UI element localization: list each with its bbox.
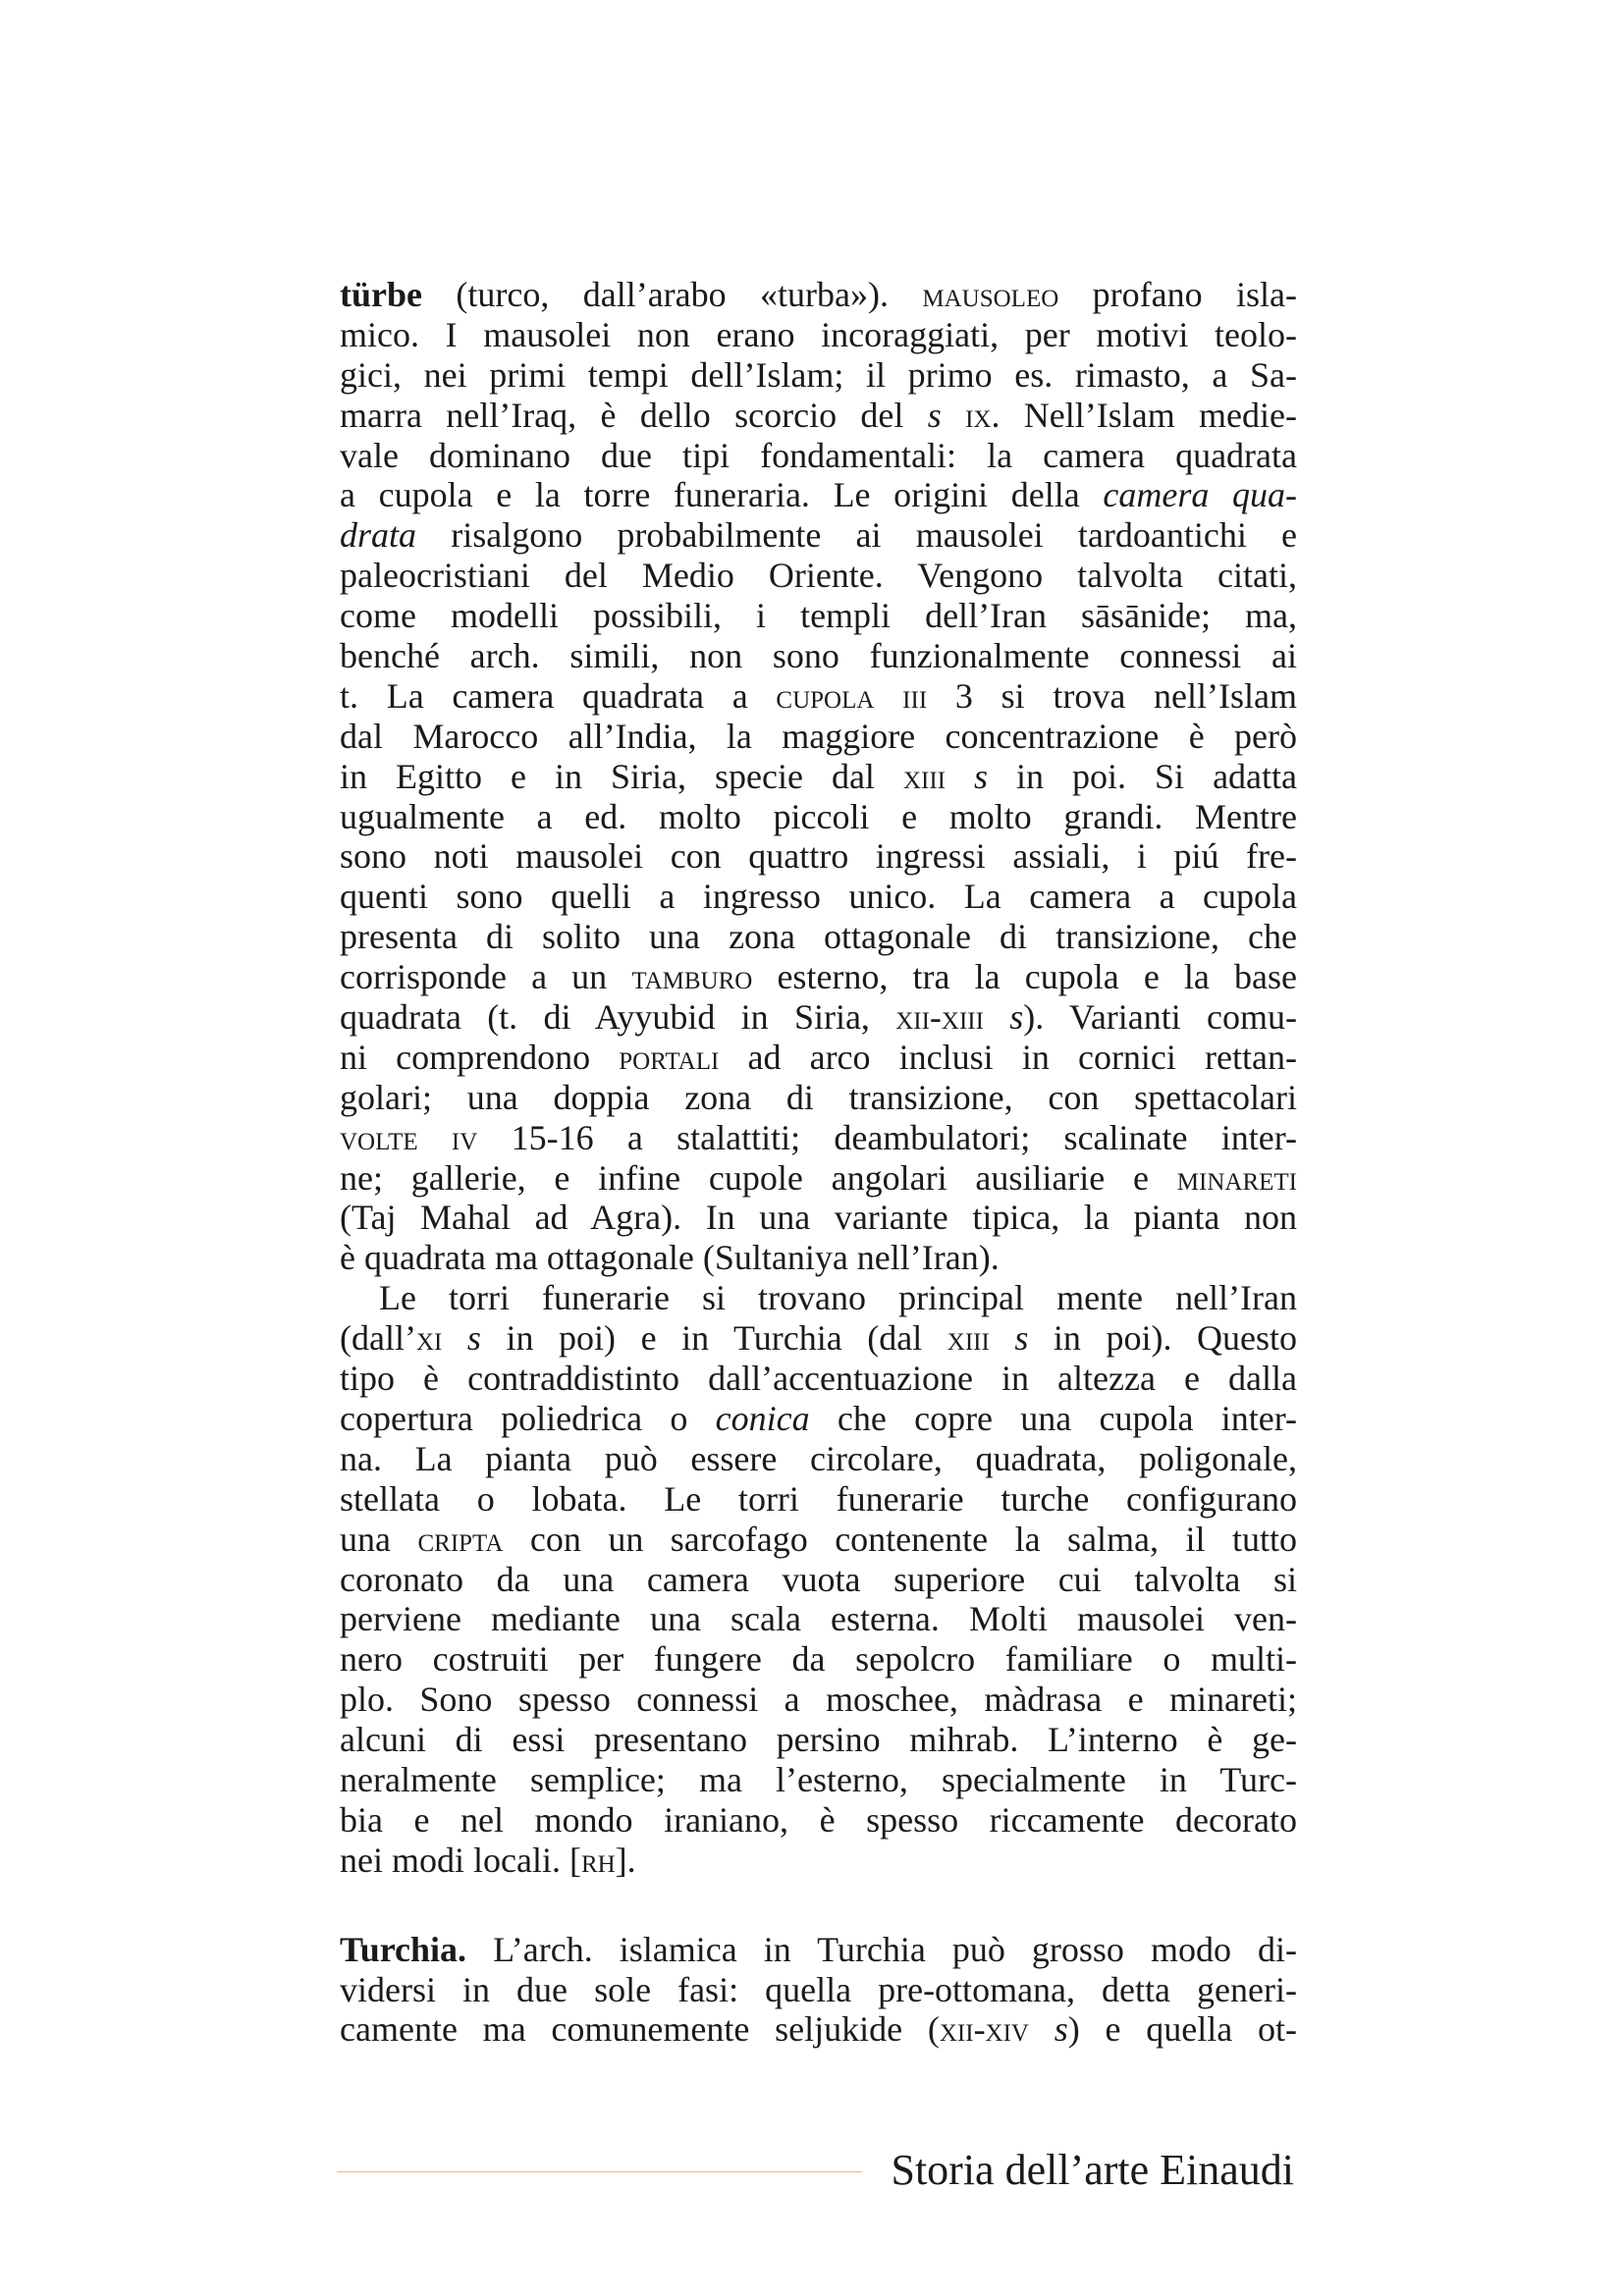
text-line: coronato da una camera vuota superiore cui talvolta si	[340, 1559, 1297, 1599]
text-line: stellata o lobata. Le torri funerarie turche configurano	[340, 1478, 1297, 1519]
text-line: vidersi in due sole fasi: quella pre-ottomana, detta generi-	[340, 1969, 1297, 2009]
text-line: gici, nei primi tempi dell’Islam; il primo es. rimasto, a Sa-	[340, 354, 1297, 395]
small-caps-ref: xii-xiv	[939, 2009, 1029, 2050]
text-line: neralmente semplice; ma l’esterno, specialmente in Turc-	[340, 1759, 1297, 1799]
small-caps-ref: cupola	[776, 675, 875, 716]
text-line: plo. Sono spesso connessi a moschee, màdrasa e minareti;	[340, 1680, 1297, 1720]
text-line: come modelli possibili, i templi dell’Iran sāsānide; ma,	[340, 596, 1297, 636]
text-line: alcuni di essi presentano persino mihrab. L’interno è ge-	[340, 1720, 1297, 1760]
entry-headword: Turchia.	[340, 1929, 467, 1969]
text-line: Turchia. L’arch. islamica in Turchia può grosso modo di-	[340, 1929, 1297, 1969]
text-line: ugualmente a ed. molto piccoli e molto grandi. Mentre	[340, 796, 1297, 836]
text-line: vale dominano due tipi fondamentali: la camera quadrata	[340, 435, 1297, 475]
text-line: ne; gallerie, e infine cupole angolari ausiliarie e minareti	[340, 1157, 1297, 1198]
small-caps-ref: mausoleo	[922, 275, 1059, 314]
footer-title: Storia dell’arte Einaudi	[891, 2146, 1294, 2194]
text-line: tipo è contraddistinto dall’accentuazione in altezza e dalla	[340, 1359, 1297, 1399]
small-caps-ref: iv	[451, 1117, 478, 1157]
text-line: golari; una doppia zona di transizione, con spettacolari	[340, 1077, 1297, 1117]
text-line: in Egitto e in Siria, specie dal xiii s in poi. Si adatta	[340, 756, 1298, 796]
small-caps-ref: xi	[415, 1318, 443, 1359]
text-line: presenta di solito una zona ottagonale di transizione, che	[340, 917, 1297, 957]
dictionary-entry	[340, 1930, 1297, 2051]
footer-rule	[337, 2171, 862, 2172]
text-line: corrisponde a un tamburo esterno, tra la cupola e la base	[340, 957, 1297, 997]
small-caps-ref: xii-xiii	[895, 997, 984, 1038]
text-line: marra nell’Iraq, è dello scorcio del s ix. Nell’Islam medie-	[340, 395, 1298, 435]
small-caps-ref: xiii	[947, 1318, 990, 1359]
text-line: türbe (turco, dall’arabo «turba»). mausoleo profano isla-	[340, 275, 1297, 314]
text-line: (Taj Mahal ad Agra). In una variante tipica, la pianta non	[340, 1198, 1297, 1238]
text-line: sono noti mausolei con quattro ingressi assiali, i piú fre-	[340, 836, 1297, 877]
dictionary-entry	[340, 275, 1297, 1881]
text-line: (dall’xi s in poi) e in Turchia (dal xiii s in poi). Questo	[340, 1318, 1298, 1359]
text-line: è quadrata ma ottagonale (Sultaniya nell’Iran).	[340, 1238, 1000, 1278]
text-line: paleocristiani del Medio Oriente. Vengono talvolta citati,	[340, 556, 1297, 596]
small-caps-ref: xiii	[902, 756, 946, 796]
entry-headword: türbe	[340, 275, 422, 314]
document-body	[340, 275, 1297, 2050]
small-caps-ref: iii	[902, 675, 928, 716]
text-line: nero costruiti per fungere da sepolcro familiare o multi-	[340, 1639, 1297, 1680]
text-line: ni comprendono portali ad arco inclusi in cornici rettan-	[340, 1037, 1297, 1077]
small-caps-ref: minareti	[1176, 1157, 1297, 1198]
text-line: a cupola e la torre funeraria. Le origini della camera qua-	[340, 475, 1297, 515]
text-line: na. La pianta può essere circolare, quadrata, poligonale,	[340, 1438, 1297, 1478]
small-caps-ref: cripta	[417, 1519, 504, 1559]
text-line: benché arch. simili, non sono funzionalmente connessi ai	[340, 636, 1297, 676]
text-line: drata risalgono probabilmente ai mausolei tardoantichi e	[340, 515, 1297, 556]
text-line: una cripta con un sarcofago contenente la salma, il tutto	[340, 1519, 1298, 1559]
text-line: mico. I mausolei non erano incoraggiati, per motivi teolo-	[340, 314, 1297, 354]
text-line: nei modi locali. [rh].	[340, 1840, 636, 1880]
text-line: volte iv 15-16 a stalattiti; deambulatori; scalinate inter-	[340, 1117, 1297, 1157]
text-line: bia e nel mondo iraniano, è spesso riccamente decorato	[340, 1799, 1297, 1840]
text-line: quadrata (t. di Ayyubid in Siria, xii-xiii s). Varianti comu-	[340, 997, 1298, 1038]
entry-separator	[340, 1881, 1297, 1930]
small-caps-ref: ix	[965, 395, 992, 435]
small-caps-ref: volte	[340, 1117, 418, 1157]
text-line: t. La camera quadrata a cupola iii 3 si trova nell’Islam	[340, 675, 1298, 716]
text-line: quenti sono quelli a ingresso unico. La camera a cupola	[340, 877, 1297, 917]
text-line: camente ma comunemente seljukide (xii-xiv s) e quella ot-	[340, 2009, 1298, 2050]
text-line: dal Marocco all’India, la maggiore concentrazione è però	[340, 716, 1297, 756]
small-caps-ref: rh	[580, 1840, 616, 1880]
text-line: perviene mediante una scala esterna. Molti mausolei ven-	[340, 1599, 1297, 1639]
text-line: copertura poliedrica o conica che copre una cupola inter-	[340, 1398, 1298, 1438]
small-caps-ref: tamburo	[631, 957, 753, 997]
text-line: Le torri funerarie si trovano principal mente nell’Iran	[379, 1278, 1297, 1318]
small-caps-ref: portali	[619, 1037, 720, 1077]
